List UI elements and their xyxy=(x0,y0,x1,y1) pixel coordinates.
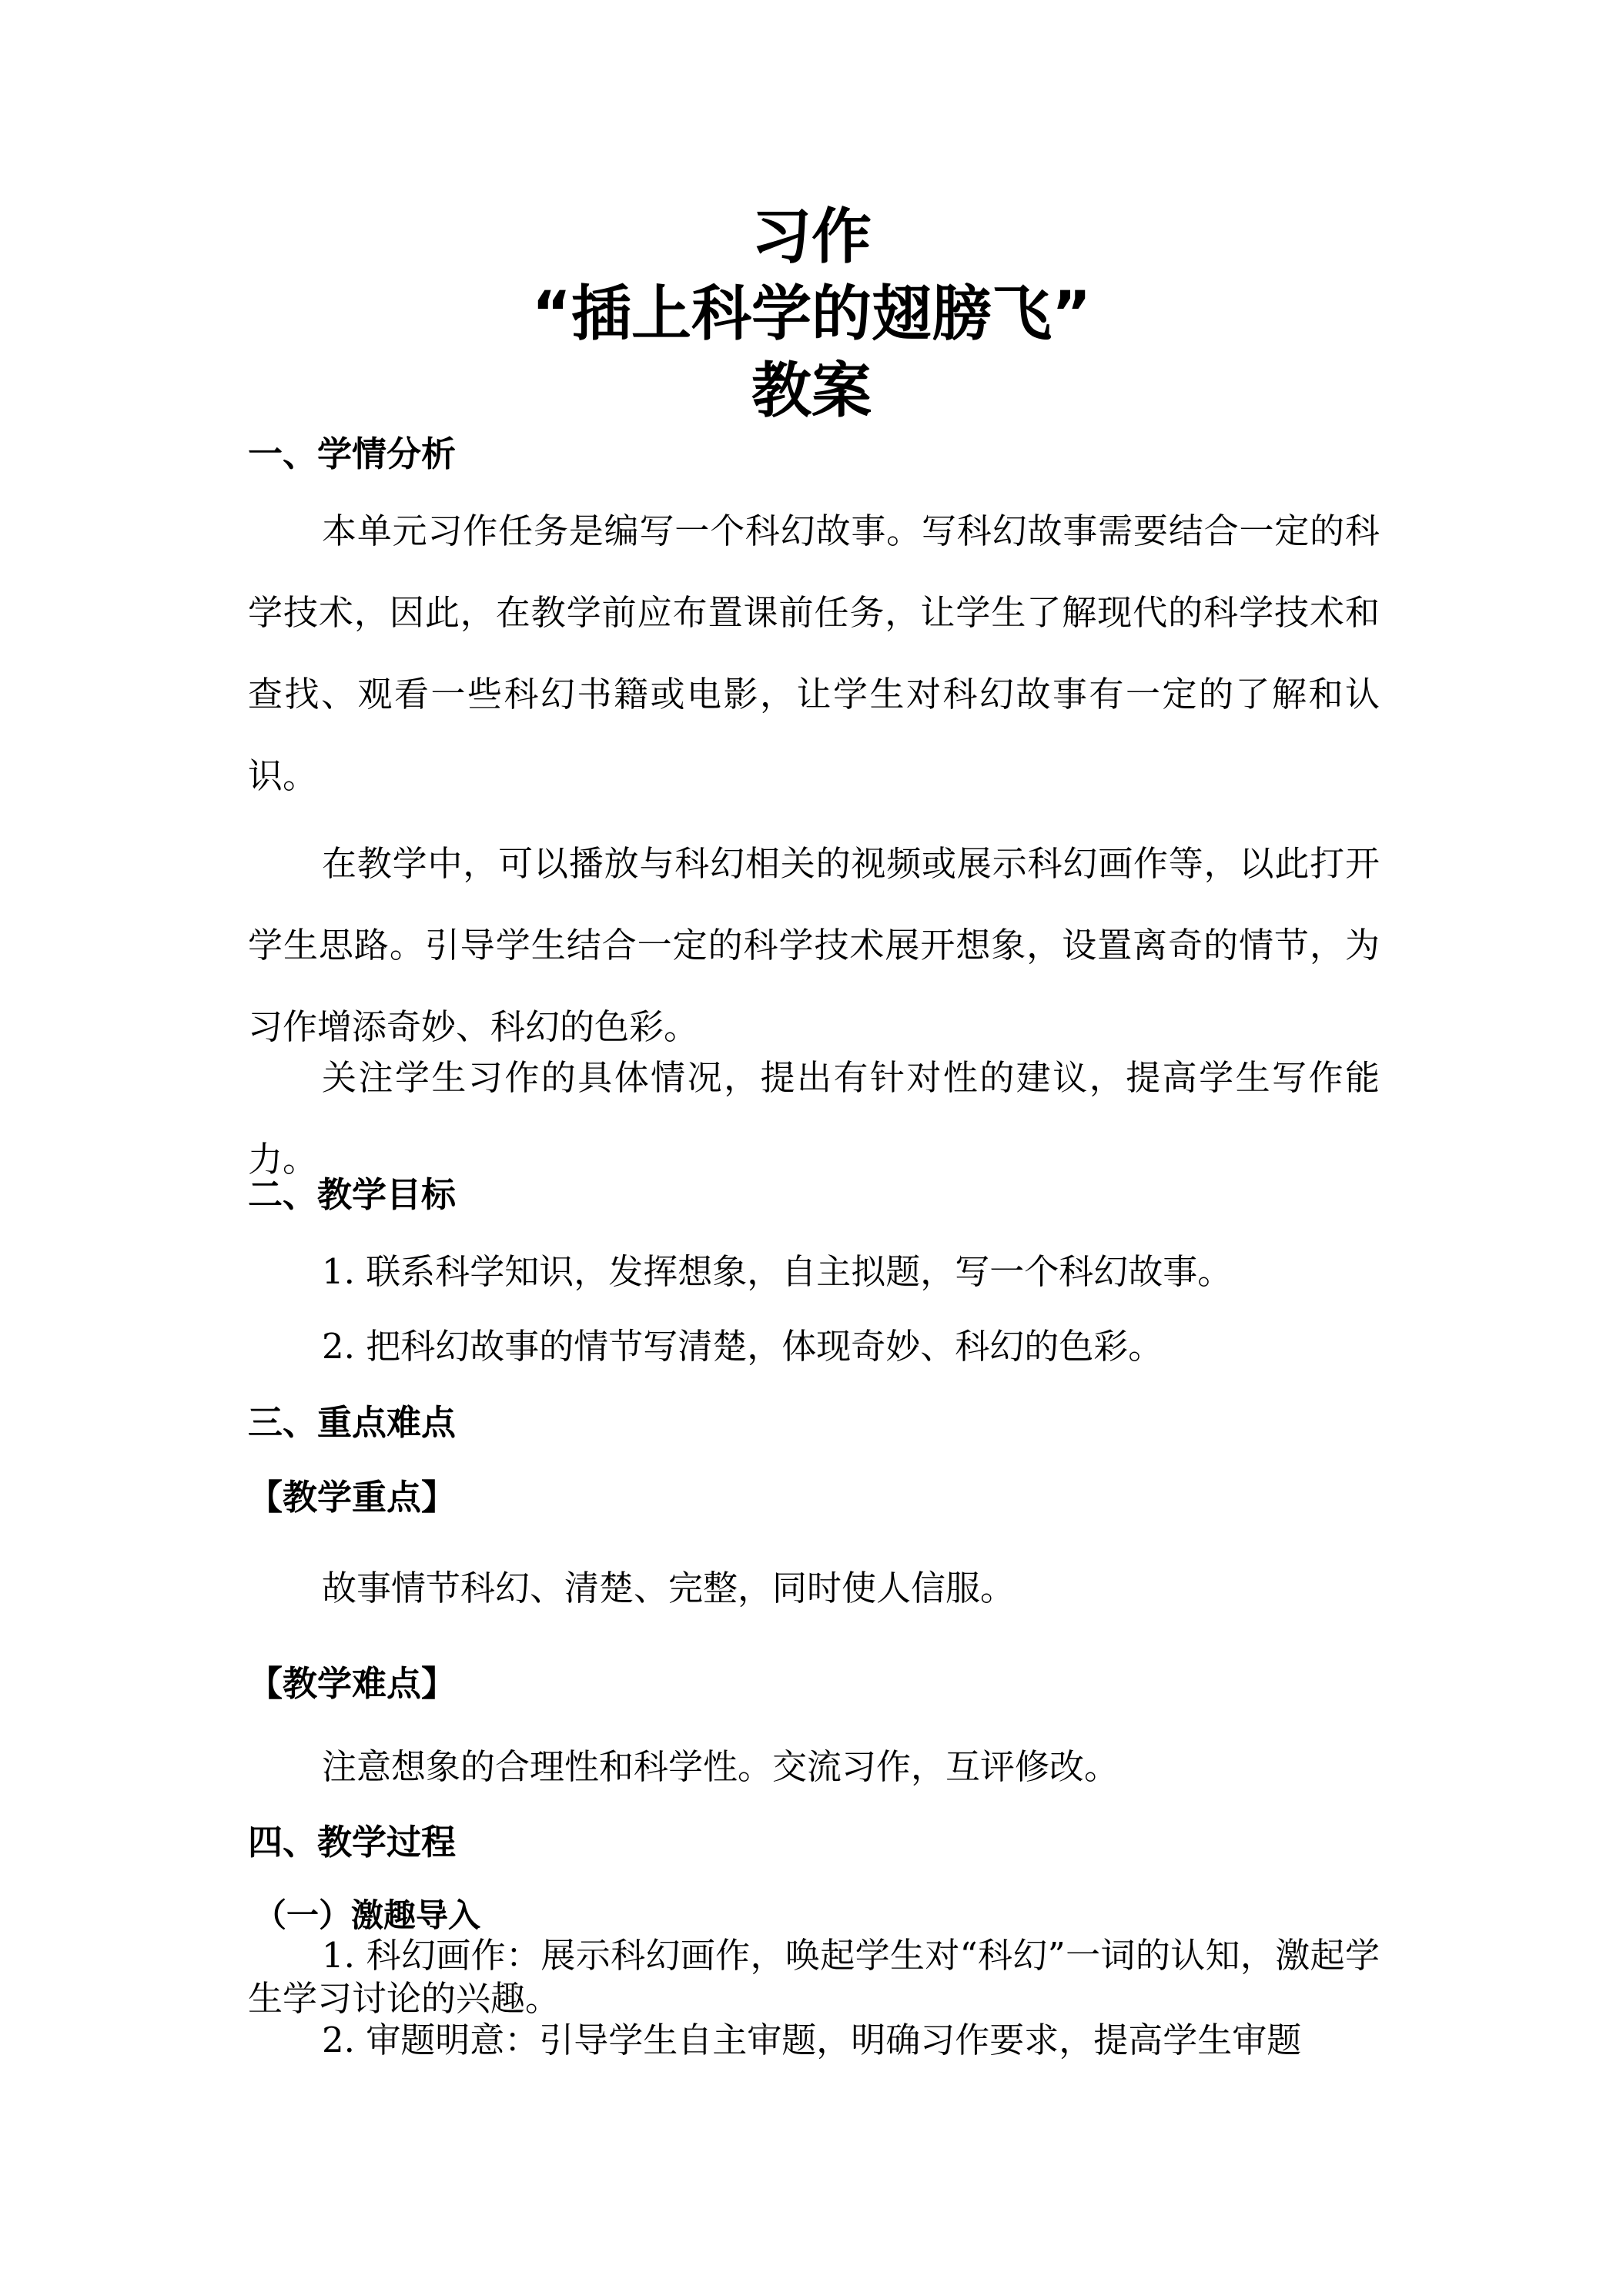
section-heading-key-points: 三、重点难点 xyxy=(248,1402,457,1443)
goal-item-1: 1. 联系科学知识，发挥想象，自主拟题，写一个科幻故事。 xyxy=(322,1251,1233,1292)
paragraph-analysis-2: 在教学中，可以播放与科幻相关的视频或展示科幻画作等，以此打开学生思路。引导学生结合一定的科学技术展开想象，设置离奇的情节，为习作增添奇妙、科幻的色彩。 xyxy=(248,843,1380,1047)
section-heading-goals: 二、教学目标 xyxy=(248,1174,457,1215)
section-heading-analysis: 一、学情分析 xyxy=(248,433,457,474)
section-heading-process: 四、教学过程 xyxy=(248,1822,457,1863)
difficulty-text: 注意想象的合理性和科学性。交流习作，互评修改。 xyxy=(322,1746,1119,1787)
key-point-label: 【教学重点】 xyxy=(248,1477,457,1518)
goal-item-2: 2. 把科幻故事的情节写清楚，体现奇妙、科幻的色彩。 xyxy=(322,1326,1163,1367)
difficulty-label: 【教学难点】 xyxy=(248,1663,457,1704)
paragraph-analysis-3: 关注学生习作的具体情况，提出有针对性的建议，提高学生写作能力。 xyxy=(248,1057,1380,1180)
title-line-1: 习作 xyxy=(751,202,872,272)
key-point-text: 故事情节科幻、清楚、完整，同时使人信服。 xyxy=(322,1568,1016,1608)
paragraph-analysis-1: 本单元习作任务是编写一个科幻故事。写科幻故事需要结合一定的科学技术，因此，在教学前应布置课前任务，让学生了解现代的科学技术和查找、观看一些科幻书籍或电影，让学生对科幻故事有一定的了解和认识。 xyxy=(248,510,1380,796)
title-line-2: “插上科学的翅膀飞” xyxy=(531,279,1092,349)
title-line-3: 教案 xyxy=(751,356,872,426)
process-step-2: 2. 审题明意：引导学生自主审题，明确习作要求，提高学生审题 xyxy=(322,2020,1302,2060)
process-step-1: 1. 科幻画作：展示科幻画作，唤起学生对“科幻”一词的认知，激起学生学习讨论的兴趣。 xyxy=(248,1935,1380,2019)
subsection-heading-intro: （一）激趣导入 xyxy=(254,1896,481,1934)
